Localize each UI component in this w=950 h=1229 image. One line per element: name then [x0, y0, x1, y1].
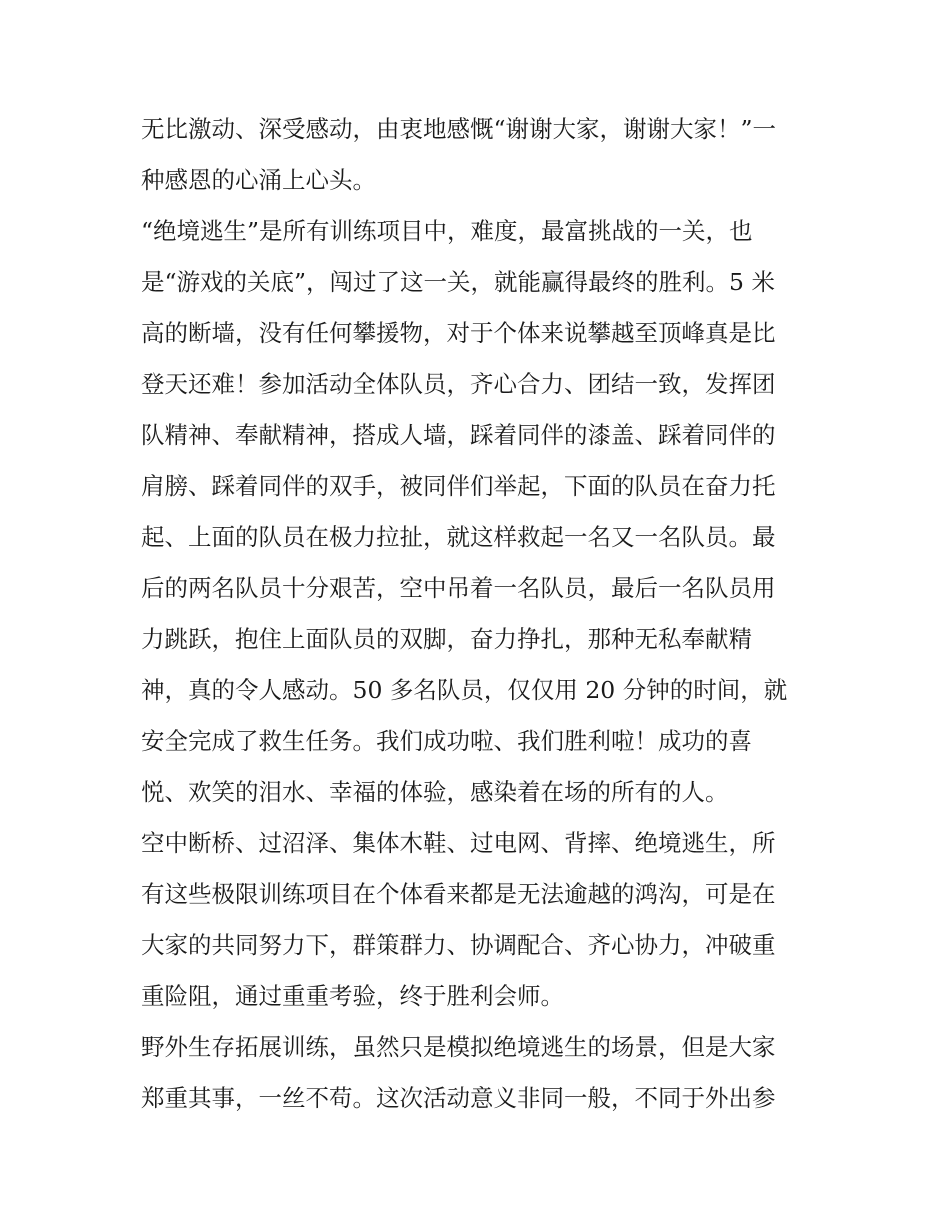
text-line: 空中断桥、过沼泽、集体木鞋、过电网、背摔、绝境逃生，所: [141, 829, 776, 857]
text-line: 种感恩的心涌上心头。: [141, 166, 376, 194]
text-line: 肩膀、踩着同伴的双手，被同伴们举起，下面的队员在奋力托: [141, 472, 776, 500]
text-line: 野外生存拓展训练，虽然只是模拟绝境逃生的场景，但是大家: [141, 1033, 776, 1061]
text-line: 力跳跃，抱住上面队员的双脚，奋力挣扎，那种无私奉献精: [141, 625, 752, 653]
text-line: 安全完成了救生任务。我们成功啦、我们胜利啦！成功的喜: [141, 727, 752, 755]
paragraph-4: [141, 1022, 813, 1124]
text-line: 悦、欢笑的泪水、幸福的体验，感染着在场的所有的人。: [141, 778, 729, 806]
paragraph-1: [141, 104, 813, 206]
text-line: 神，真的令人感动。50 多名队员，仅仅用 20 分钟的时间，就: [141, 676, 788, 704]
text-line: 无比激动、深受感动，由衷地感慨“谢谢大家，谢谢大家！”一: [141, 115, 777, 143]
text-line: 重险阻，通过重重考验，终于胜利会师。: [141, 982, 564, 1010]
text-line: 高的断墙，没有任何攀援物，对于个体来说攀越至顶峰真是比: [141, 319, 776, 347]
text-line: 是“游戏的关底”，闯过了这一关，就能赢得最终的胜利。5 米: [141, 268, 775, 296]
text-line: 登天还难！参加活动全体队员，齐心合力、团结一致，发挥团: [141, 370, 776, 398]
paragraph-2: [141, 206, 813, 818]
text-line: 起、上面的队员在极力拉扯，就这样救起一名又一名队员。最: [141, 523, 776, 551]
text-line: 大家的共同努力下，群策群力、协调配合、齐心协力，冲破重: [141, 931, 776, 959]
paragraph-3: [141, 818, 813, 1022]
text-line: “绝境逃生”是所有训练项目中，难度，最富挑战的一关，也: [141, 217, 753, 245]
text-line: 队精神、奉献精神，搭成人墙，踩着同伴的漆盖、踩着同伴的: [141, 421, 776, 449]
text-line: 有这些极限训练项目在个体看来都是无法逾越的鸿沟，可是在: [141, 880, 776, 908]
text-line: 后的两名队员十分艰苦，空中吊着一名队员，最后一名队员用: [141, 574, 776, 602]
text-line: 郑重其事，一丝不苟。这次活动意义非同一般，不同于外出参: [141, 1084, 776, 1112]
body-text: [141, 104, 813, 1124]
